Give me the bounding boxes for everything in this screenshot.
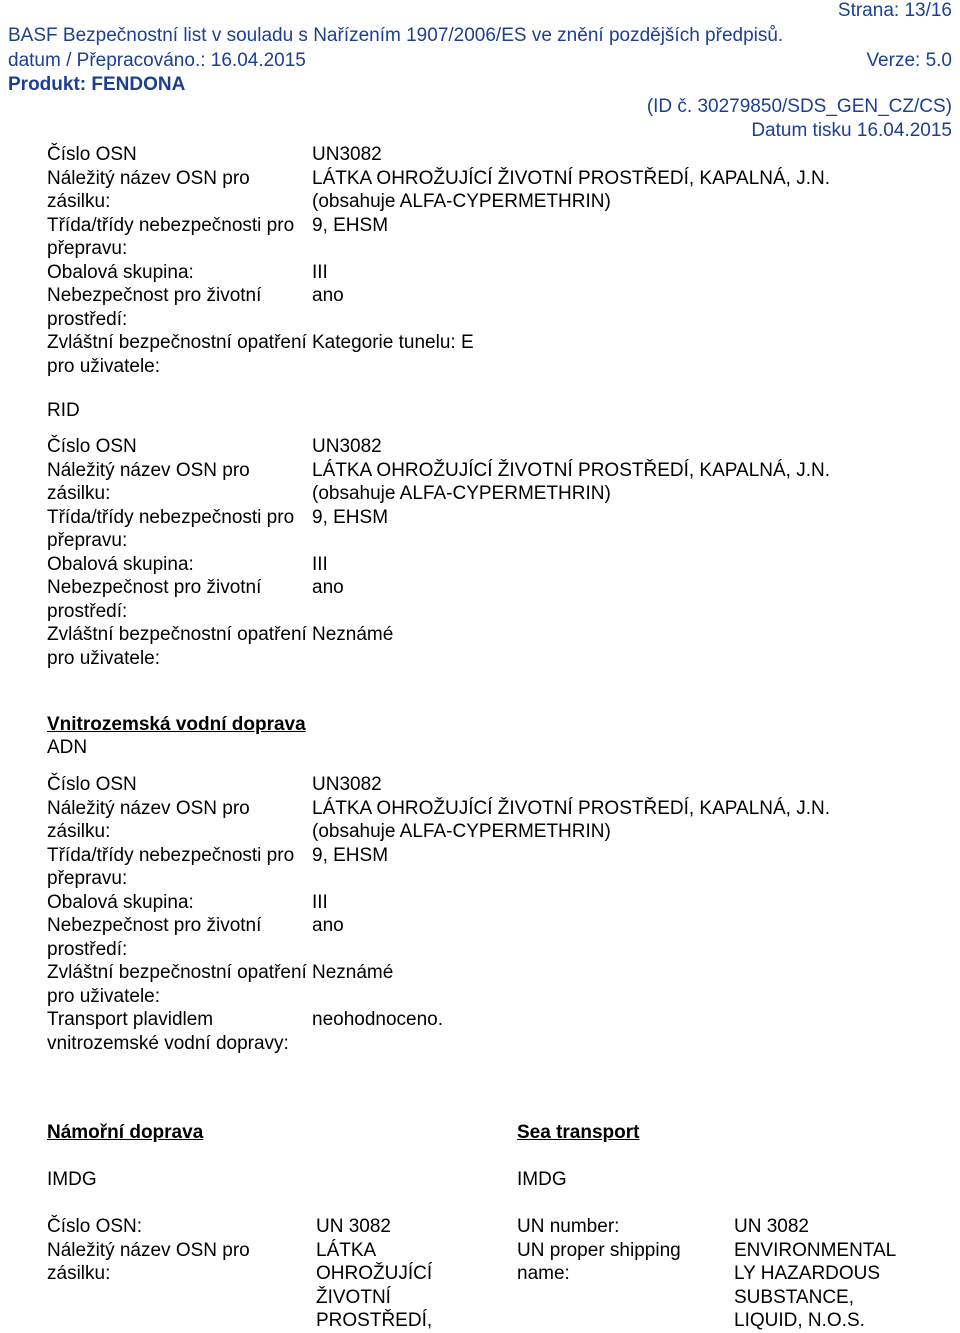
adn-section	[47, 773, 927, 1055]
field-value	[312, 773, 927, 797]
field-label: Náležitý název OSN pro zásilku:	[47, 167, 250, 212]
text-line: zásilku:	[47, 1263, 111, 1284]
field-label: Obalová skupina:	[47, 553, 194, 575]
field-value-line: III	[312, 261, 328, 283]
field-value	[312, 844, 927, 891]
sea-labels-cz	[47, 1215, 307, 1286]
field-row	[47, 459, 927, 506]
field-row	[47, 435, 927, 459]
field-value-line: (obsahuje ALFA-CYPERMETHRIN)	[312, 821, 611, 842]
text-line: name:	[517, 1263, 570, 1284]
field-value	[312, 961, 927, 1008]
header-print-date: Datum tisku 16.04.2015	[751, 120, 952, 141]
text-line: UN 3082	[734, 1216, 809, 1237]
field-value	[312, 623, 927, 670]
text-line: UN 3082	[316, 1216, 391, 1237]
field-value	[312, 284, 927, 331]
field-value-line: 9, EHSM	[312, 506, 389, 528]
field-value-line: Kategorie tunelu: E	[312, 332, 474, 353]
text-line: Náležitý název OSN pro	[47, 1239, 250, 1261]
text-line: ENVIRONMENTAL	[734, 1239, 897, 1261]
field-row	[47, 914, 927, 961]
field-value-line: III	[312, 553, 328, 575]
imdg-label-cz: IMDG	[47, 1169, 97, 1190]
field-value	[312, 331, 927, 378]
rid-section	[47, 435, 927, 670]
field-value-line: UN3082	[312, 436, 382, 457]
header-version: Verze: 5.0	[866, 50, 952, 71]
field-label: Nebezpečnost pro životní prostředí:	[47, 285, 262, 330]
field-row	[47, 891, 927, 915]
field-value-line: LÁTKA OHROŽUJÍCÍ ŽIVOTNÍ PROSTŘEDÍ, KAPALNÁ, J.N.	[312, 797, 831, 819]
field-value-line: (obsahuje ALFA-CYPERMETHRIN)	[312, 191, 611, 212]
field-value	[312, 435, 927, 459]
field-row	[47, 576, 927, 623]
text-line: SUBSTANCE,	[734, 1286, 855, 1308]
field-label: Třída/třídy nebezpečnosti pro přepravu:	[47, 844, 295, 889]
field-row	[47, 553, 927, 577]
text-line: LY HAZARDOUS	[734, 1263, 881, 1284]
field-value	[312, 214, 927, 261]
field-label: Třída/třídy nebezpečnosti pro přepravu:	[47, 214, 295, 259]
adn-subtitle: ADN	[47, 737, 88, 758]
field-label: Nebezpečnost pro životní prostředí:	[47, 577, 262, 622]
field-value	[312, 143, 927, 167]
field-value	[312, 506, 927, 553]
field-value-line: LÁTKA OHROŽUJÍCÍ ŽIVOTNÍ PROSTŘEDÍ, KAPALNÁ, J.N.	[312, 459, 831, 481]
field-value	[312, 167, 927, 214]
field-value-line: LÁTKA OHROŽUJÍCÍ ŽIVOTNÍ PROSTŘEDÍ, KAPALNÁ, J.N.	[312, 167, 831, 189]
field-label: Náležitý název OSN pro zásilku:	[47, 459, 250, 504]
field-value-line: UN3082	[312, 144, 382, 165]
field-row	[47, 773, 927, 797]
field-value	[312, 914, 927, 961]
sea-values-cz	[316, 1215, 506, 1333]
field-value-line: III	[312, 891, 328, 913]
field-row	[47, 623, 927, 670]
text-line: OHROŽUJÍCÍ	[316, 1263, 433, 1284]
field-label: Zvláštní bezpečnostní opatření pro uživatele:	[47, 624, 307, 669]
field-row	[47, 261, 927, 285]
field-value-line: ano	[312, 285, 344, 306]
field-row	[47, 331, 927, 378]
field-label: Číslo OSN	[47, 144, 137, 165]
imdg-label-en: IMDG	[517, 1169, 567, 1190]
text-line: ŽIVOTNÍ	[316, 1286, 391, 1308]
field-label: Nebezpečnost pro životní prostředí:	[47, 915, 262, 960]
field-label: Číslo OSN	[47, 774, 137, 795]
sea-title-cz: Námořní doprava	[47, 1122, 204, 1143]
field-value-line: ano	[312, 577, 344, 598]
field-label: Transport plavidlem vnitrozemské vodní dopravy:	[47, 1009, 289, 1054]
field-value	[312, 261, 927, 285]
field-value	[312, 459, 927, 506]
field-value-line: neohodnoceno.	[312, 1009, 444, 1030]
sea-labels-en	[517, 1215, 727, 1286]
field-label: Náležitý název OSN pro zásilku:	[47, 797, 250, 842]
field-row	[47, 284, 927, 331]
field-row	[47, 844, 927, 891]
field-value-line: UN3082	[312, 774, 382, 795]
field-row	[47, 961, 927, 1008]
header-regulation-line: BASF Bezpečnostní list v souladu s Nařízením 1907/2006/ES ve znění pozdějších předpisů.	[8, 25, 784, 46]
text-line: LIQUID, N.O.S.	[734, 1310, 865, 1331]
field-label: Obalová skupina:	[47, 891, 194, 913]
sea-title-en: Sea transport	[517, 1122, 640, 1143]
field-row	[47, 167, 927, 214]
field-value-line: Neznámé	[312, 962, 394, 983]
field-value	[312, 553, 927, 577]
field-label: Třída/třídy nebezpečnosti pro přepravu:	[47, 506, 295, 551]
field-label: Zvláštní bezpečnostní opatření pro uživatele:	[47, 962, 307, 1007]
field-row	[47, 214, 927, 261]
field-value-line: Neznámé	[312, 624, 394, 645]
field-label: Číslo OSN	[47, 436, 137, 457]
field-value-line: 9, EHSM	[312, 844, 389, 866]
field-row	[47, 143, 927, 167]
text-line: UN proper shipping	[517, 1239, 681, 1261]
header-product: Produkt: FENDONA	[8, 74, 186, 95]
field-value-line: ano	[312, 915, 344, 936]
inland-waterway-title: Vnitrozemská vodní doprava	[47, 714, 306, 735]
text-line: PROSTŘEDÍ,	[316, 1310, 433, 1331]
rid-title: RID	[47, 400, 80, 421]
field-value	[312, 891, 927, 915]
text-line: UN number:	[517, 1216, 620, 1237]
sea-values-en	[734, 1215, 954, 1333]
field-label: Zvláštní bezpečnostní opatření pro uživatele:	[47, 332, 307, 377]
field-row	[47, 1008, 927, 1055]
adr-section	[47, 143, 927, 378]
page-number: Strana: 13/16	[837, 0, 952, 21]
field-value-line: 9, EHSM	[312, 214, 389, 236]
field-row	[47, 797, 927, 844]
field-label: Obalová skupina:	[47, 261, 194, 283]
field-value	[312, 576, 927, 623]
field-value	[312, 797, 927, 844]
field-value-line: (obsahuje ALFA-CYPERMETHRIN)	[312, 483, 611, 504]
header-revision-date: datum / Přepracováno.: 16.04.2015	[8, 50, 306, 71]
text-line: Číslo OSN:	[47, 1216, 143, 1237]
text-line: LÁTKA	[316, 1239, 377, 1261]
header-document-id: (ID č. 30279850/SDS_GEN_CZ/CS)	[646, 96, 952, 117]
field-row	[47, 506, 927, 553]
field-value	[312, 1008, 927, 1055]
